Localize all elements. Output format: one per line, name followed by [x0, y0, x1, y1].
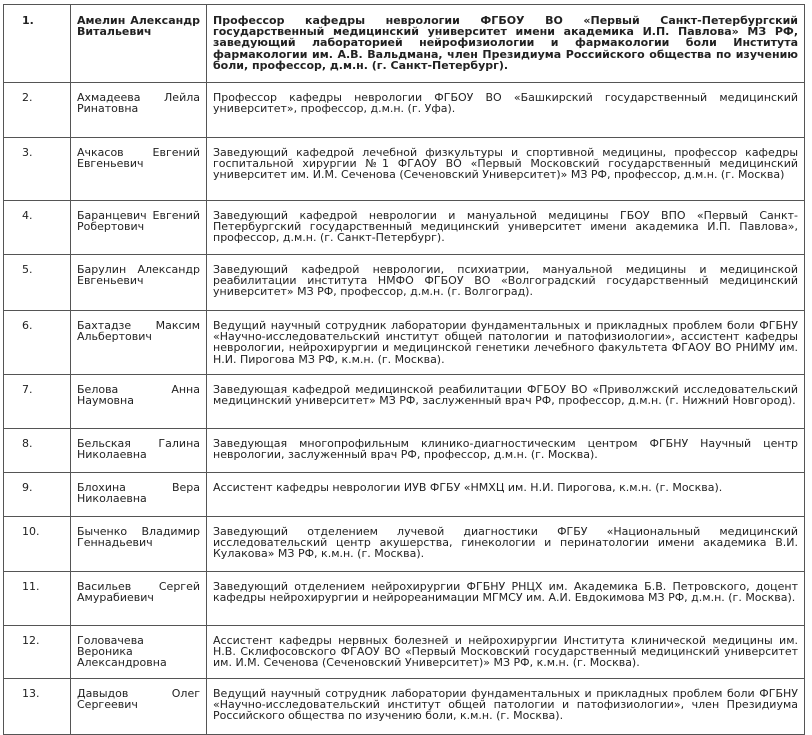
table-row: [4, 201, 805, 255]
person-name: Давыдов Олег Сергеевич: [71, 679, 207, 735]
row-number: 4.: [4, 201, 71, 255]
table-row: [4, 83, 805, 138]
table-row: [4, 255, 805, 311]
person-name: Блохина Вера Николаевна: [71, 473, 207, 517]
person-name: Быченко Владимир Геннадьевич: [71, 517, 207, 572]
row-number: 7.: [4, 375, 71, 429]
table-row: [4, 429, 805, 473]
row-number: 3.: [4, 138, 71, 201]
table-row: [4, 375, 805, 429]
row-number: 8.: [4, 429, 71, 473]
person-name: Барулин Александр Евгеньевич: [71, 255, 207, 311]
person-position: Заведующий кафедрой лечебной физкультуры и спортивной медицины, профессор кафедры госпитальной хирургии №1 ФГАОУ ВО «Первый Московский государственный медицинский университет им. И.М. Сеченова (Сеченовский Университет)» МЗ РФ, профессор, д.м.н. (г. Москва): [207, 138, 805, 201]
document-page: [3, 4, 805, 735]
person-position: Заведующая многопрофильным клинико-диагностическим центром ФГБНУ Научный центр неврологии, заслуженный врач РФ, профессор, д.м.н. (г. Москва).: [207, 429, 805, 473]
person-position: Профессор кафедры неврологии ФГБОУ ВО «Башкирский государственный медицинский университет», профессор, д.м.н. (г. Уфа).: [207, 83, 805, 138]
row-number: 10.: [4, 517, 71, 572]
person-position: Ведущий научный сотрудник лаборатории фундаментальных и прикладных проблем боли ФГБНУ «Научно-исследовательский институт общей патологии и патофизиологии», член Президиума Российского общества по изучению боли, к.м.н. (г. Москва).: [207, 679, 805, 735]
person-name: Головачева Вероника Александровна: [71, 626, 207, 679]
person-name: Бахтадзе Максим Альбертович: [71, 311, 207, 375]
person-position: Заведующий отделением нейрохирургии ФГБНУ РНЦХ им. Академика Б.В. Петровского, доцент кафедры нейрохирургии и нейрореанимации МГМСУ им. А.И. Евдокимова МЗ РФ, д.м.н. (г. Москва).: [207, 572, 805, 626]
table-row: [4, 311, 805, 375]
row-number: 6.: [4, 311, 71, 375]
person-position: Ведущий научный сотрудник лаборатории фундаментальных и прикладных проблем боли ФГБНУ «Научно-исследовательский институт общей патологии и патофизиологии», ассистент кафедры неврологии, нейрохирургии и медицинской генетики лечебного факультета ФГАОУ ВО РНИМУ им. Н.И. Пирогова МЗ РФ, к.м.н. (г. Москва).: [207, 311, 805, 375]
person-position: Ассистент кафедры нервных болезней и нейрохирургии Института клинической медицины им. Н.В. Склифосовского ФГАОУ ВО «Первый Московский государственный медицинский университет им. И.М. Сеченова (Сеченовский Университет)» МЗ РФ, к.м.н. (г. Москва).: [207, 626, 805, 679]
person-name: Амелин Александр Витальевич: [71, 5, 207, 83]
person-name: Белова Анна Наумовна: [71, 375, 207, 429]
row-number: 9.: [4, 473, 71, 517]
person-name: Бельская Галина Николаевна: [71, 429, 207, 473]
person-position: Заведующий кафедрой неврологии, психиатрии, мануальной медицины и медицинской реабилитации института НМФО ФГБОУ ВО «Волгоградский государственный медицинский университет» МЗ РФ, профессор, д.м.н. (г. Волгоград).: [207, 255, 805, 311]
row-number: 2.: [4, 83, 71, 138]
person-position: Заведующая кафедрой медицинской реабилитации ФГБОУ ВО «Приволжский исследовательский медицинский университет» МЗ РФ, заслуженный врач РФ, профессор, д.м.н. (г. Нижний Новгород).: [207, 375, 805, 429]
person-position: Заведующий кафедрой неврологии и мануальной медицины ГБОУ ВПО «Первый Санкт-Петербургский государственный медицинский университет имени академика И.П. Павлова», профессор, д.м.н. (г. Санкт-Петербург).: [207, 201, 805, 255]
table-row: [4, 5, 805, 83]
table-row: [4, 626, 805, 679]
row-number: 1.: [4, 5, 71, 83]
person-name: Ахмадеева Лейла Ринатовна: [71, 83, 207, 138]
table-row: [4, 473, 805, 517]
table-row: [4, 572, 805, 626]
table-row: [4, 517, 805, 572]
person-position: Ассистент кафедры неврологии ИУВ ФГБУ «НМХЦ им. Н.И. Пирогова, к.м.н. (г. Москва).: [207, 473, 805, 517]
person-name: Васильев Сергей Амурабиевич: [71, 572, 207, 626]
row-number: 13.: [4, 679, 71, 735]
person-name: Ачкасов Евгений Евгеньевич: [71, 138, 207, 201]
person-position: Заведующий отделением лучевой диагностики ФГБУ «Национальный медицинский исследовательский центр акушерства, гинекологии и перинатологии имени академика В.И. Кулакова» МЗ РФ, к.м.н. (г. Москва).: [207, 517, 805, 572]
row-number: 12.: [4, 626, 71, 679]
table-row: [4, 679, 805, 735]
experts-table: [3, 4, 805, 735]
person-name: Баранцевич Евгений Робертович: [71, 201, 207, 255]
person-position: Профессор кафедры неврологии ФГБОУ ВО «Первый Санкт-Петербургский государственный медицинский университет имени академика И.П. Павлова» МЗ РФ, заведующий лабораторией нейрофизиологии и фармакологии боли Института фармакологии им. А.В. Вальдмана, член Президиума Российского общества по изучению боли, профессор, д.м.н. (г. Санкт-Петербург).: [207, 5, 805, 83]
table-row: [4, 138, 805, 201]
row-number: 11.: [4, 572, 71, 626]
row-number: 5.: [4, 255, 71, 311]
